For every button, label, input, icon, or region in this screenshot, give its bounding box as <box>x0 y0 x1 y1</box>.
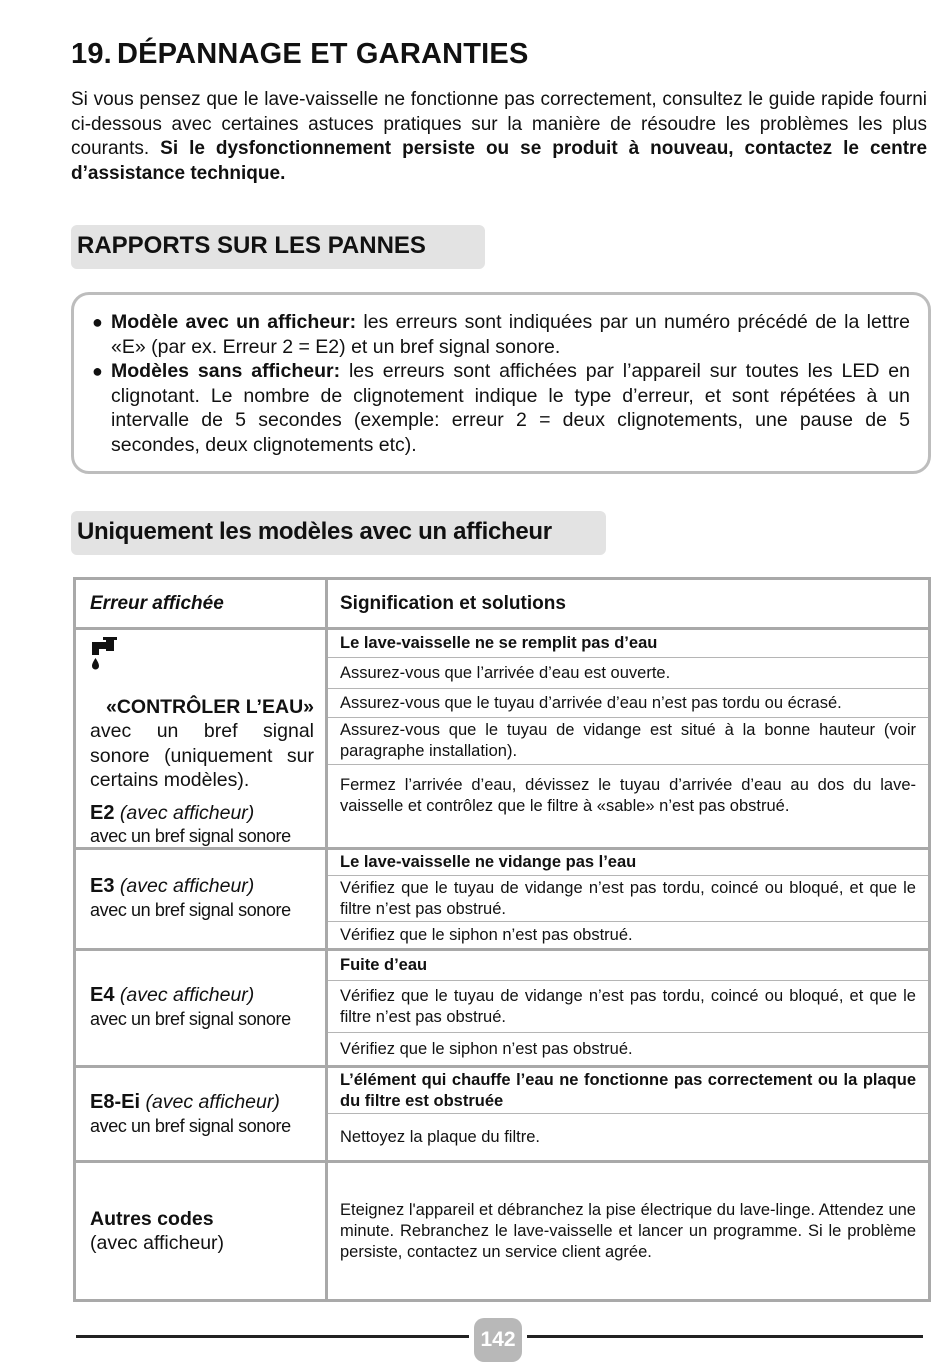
water-check-label: «CONTRÔLER L’EAU» <box>105 695 314 718</box>
error-code-note: (avec afficheur) <box>140 1091 280 1113</box>
fault-report-label: Modèle avec un afficheur: <box>111 311 357 333</box>
error-table <box>73 577 931 1302</box>
error-code-other: Autres codes <box>90 1207 214 1230</box>
table-row-e4 <box>75 950 930 1067</box>
solution-item: Eteignez l'appareil et débranchez la pise électrique du lave-linge. Attendez une minute. Rebranchez le lave-vaisselle et lancer un programme. Si le problème persiste, contactez un service client agrée. <box>340 1200 916 1261</box>
fault-report-text: les erreurs sont indiquées par un numéro précédé de la lettre «E» (par ex. Erreur 2 = E2) et un bref signal sonore. <box>111 311 910 358</box>
beep-note: avec un bref signal sonore <box>90 1115 291 1136</box>
beep-note: avec un bref signal sonore <box>90 826 291 846</box>
solution-item: Vérifiez que le tuyau de vidange n’est pas tordu, coincé ou bloqué, et que le filtre n’est pas obstrué. <box>328 876 928 922</box>
section-heading-fault-reports: RAPPORTS SUR LES PANNES <box>71 225 485 269</box>
bullet-icon: ● <box>92 312 103 332</box>
solution-item: Fermez l’arrivée d’eau, dévissez le tuyau d’arrivée d’eau au dos du lave-vaisselle et contrôlez que le filtre à «sable» n’est pas obstrué. <box>340 776 916 815</box>
problem-title: L’élément qui chauffe l’eau ne fonctionne pas correctement ou la plaque du filtre est obstruée <box>328 1068 928 1114</box>
title-text: DÉPANNAGE ET GARANTIES <box>117 38 529 70</box>
error-code-e4: E4 <box>90 984 115 1006</box>
fault-report-label: Modèles sans afficheur: <box>111 360 341 382</box>
fault-report-text: les erreurs sont affichées par l’appareil sur toutes les LED en clignotant. Le nombre de clignotement indique le type d’erreur, et sont répétées à un intervalle de 5 secondes (exemple: erreur 2 = deux clignotements, une pause de 5 secondes, deux clignotements etc). <box>111 360 910 456</box>
intro-text: Si vous pensez que le lave-vaisselle ne fonctionne pas correctement, consultez le guide rapide fourni ci-dessous avec certaines astuces pratiques sur la manière de résoudre les problèmes les plus courants. <box>71 89 927 159</box>
solution-item: Assurez-vous que le tuyau d’arrivée d’eau n’est pas tordu ou écrasé. <box>328 689 928 718</box>
error-code-note: (avec afficheur) <box>90 1232 225 1254</box>
solution-item: Vérifiez que le siphon n’est pas obstrué. <box>340 1039 633 1058</box>
error-code-note: (avec afficheur) <box>114 984 255 1006</box>
water-check-text: avec un bref signal sonore (uniquement sur certains modèles). <box>90 720 314 791</box>
page-number: 142 <box>474 1318 522 1362</box>
fault-report-item <box>92 359 910 457</box>
table-row-e3 <box>75 849 930 950</box>
solution-item: Nettoyez la plaque du filtre. <box>340 1127 540 1146</box>
error-code-note: (avec afficheur) <box>114 875 255 897</box>
beep-note: avec un bref signal sonore <box>90 1008 291 1029</box>
solution-item: Vérifiez que le siphon n’est pas obstrué. <box>340 925 633 944</box>
solution-item: Vérifiez que le tuyau de vidange n’est pas tordu, coincé ou bloqué, et que le filtre n’est pas obstrué. <box>328 981 928 1033</box>
table-row-e2 <box>75 629 930 849</box>
problem-title: Le lave-vaisselle ne se remplit pas d’eau <box>328 630 928 658</box>
column-header-error: Erreur affichée <box>90 593 224 614</box>
beep-note: avec un bref signal sonore <box>90 899 291 920</box>
error-code <box>90 801 314 826</box>
intro-warning: Si le dysfonctionnement persiste ou se produit à nouveau, contactez le centre d’assistance technique. <box>71 138 928 184</box>
problem-title: Fuite d’eau <box>328 951 928 981</box>
footer-rule-right <box>527 1335 923 1338</box>
error-code-e3: E3 <box>90 875 115 897</box>
intro-paragraph <box>71 88 927 186</box>
error-code-e8: E8-Ei <box>90 1091 141 1113</box>
footer-rule-left <box>76 1335 469 1338</box>
section-number: 19. <box>71 38 112 70</box>
water-tap-icon <box>90 634 118 679</box>
error-code-e2: E2 <box>90 801 115 824</box>
solution-item: Assurez-vous que le tuyau de vidange est situé à la bonne hauteur (voir paragraphe installation). <box>328 718 928 765</box>
bullet-icon: ● <box>92 361 103 381</box>
section-heading-display-models: Uniquement les modèles avec un afficheur <box>71 511 606 555</box>
fault-report-item <box>92 310 910 359</box>
water-check-description <box>90 630 314 793</box>
column-header-meaning: Signification et solutions <box>340 593 566 614</box>
problem-title: Le lave-vaisselle ne vidange pas l’eau <box>328 850 928 876</box>
table-header-row <box>75 579 930 629</box>
solution-item: Assurez-vous que l’arrivée d’eau est ouverte. <box>328 658 928 689</box>
table-row-other <box>75 1162 930 1301</box>
fault-reports-box <box>71 292 931 474</box>
page-title <box>71 38 529 71</box>
error-code-note: (avec afficheur) <box>114 801 255 824</box>
table-row-e8 <box>75 1067 930 1162</box>
